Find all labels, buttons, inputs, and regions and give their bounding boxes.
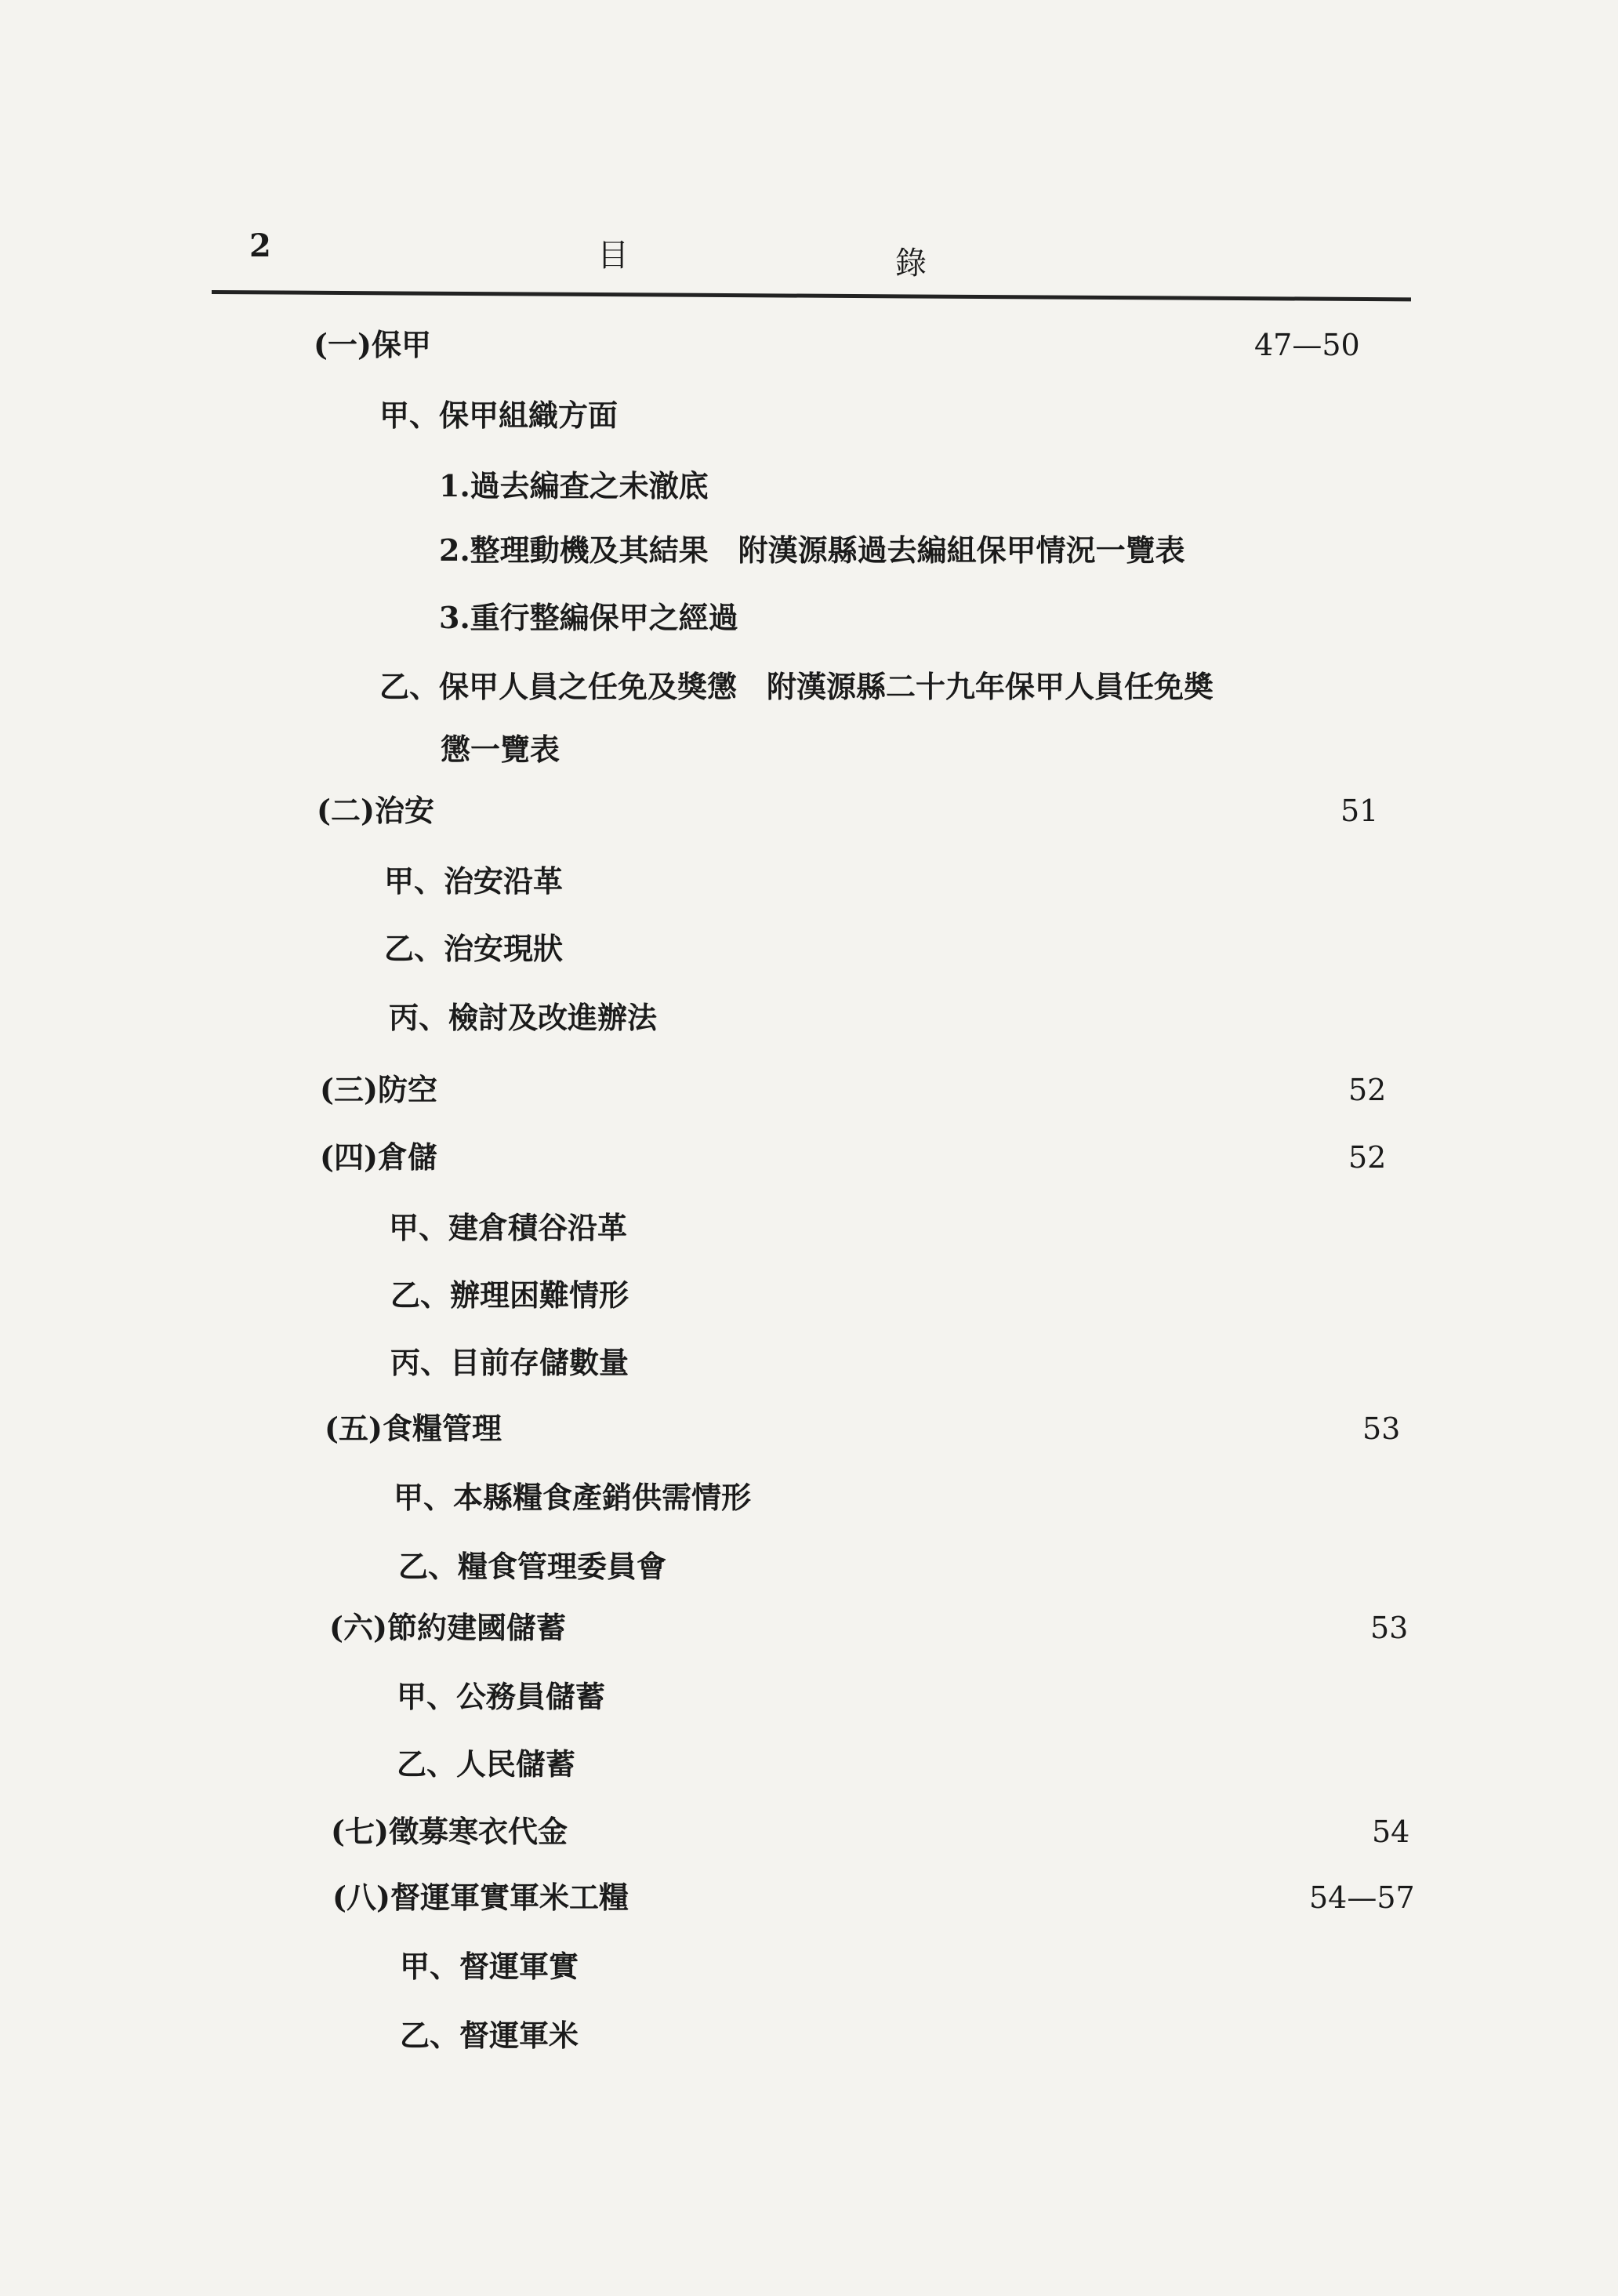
toc-subentry-label: 乙、督運軍米 [400,2018,579,2053]
header-rule [212,290,1411,301]
toc-entry-pages: 52 [1348,1140,1387,1175]
toc-entry-food-management [325,1405,1399,1452]
toc-subentry-label: 懲一覽表 [441,732,560,767]
toc-subentry-label: 乙、糧食管理委員會 [398,1549,667,1584]
toc-entry-baojia [314,322,1360,369]
header-title-first-char: 目 [597,238,629,274]
toc-entry-military-transport [332,1874,1430,1921]
toc-subentry-label: 丙、檢討及改進辦法 [389,1000,658,1035]
toc-entry-label: (一)保甲 [314,327,431,362]
toc-entry-pages: 54 [1372,1815,1410,1849]
toc-entry-air-defense [320,1066,1386,1113]
toc-item-label: 2.整理動機及其結果 附漢源縣過去編組保甲情況一覽表 [439,532,1185,568]
toc-entry-pages: 51 [1340,794,1379,828]
toc-entry-pages: 47—50 [1254,328,1360,362]
toc-subentry-label: 甲、建倉積谷沿革 [389,1210,628,1245]
toc-subentry-label: 乙、保甲人員之任免及獎懲 附漢源縣二十九年保甲人員任免奬 [379,669,1214,704]
toc-subentry-label: 乙、治安現狀 [384,931,564,966]
toc-entry-label: (二)治安 [317,793,434,828]
toc-entry-pages: 54—57 [1309,1880,1415,1915]
toc-entry-label: (七)徵募寒衣代金 [331,1814,568,1849]
toc-entry-granary [320,1134,1386,1181]
toc-subentry-label: 甲、督運軍實 [400,1949,579,1984]
toc-subentry-label: 乙、人民儲蓄 [397,1746,576,1782]
toc-item-label: 1.過去編查之未澈底 [439,468,709,503]
page-header [212,227,1411,282]
toc-entry-pages: 53 [1362,1411,1401,1446]
toc-entry-label: (三)防空 [320,1072,437,1107]
toc-entry-public-order [317,787,1379,834]
header-title-second-char: 錄 [895,245,927,282]
toc-subentry-label: 甲、保甲組織方面 [379,398,619,433]
toc-item-label: 3.重行整編保甲之經過 [439,600,738,635]
toc-entry-label: (八)督運軍實軍米工糧 [332,1880,629,1915]
toc-entry-label: (五)食糧管理 [325,1411,502,1446]
page-number: 2 [249,227,271,264]
toc-subentry-label: 甲、公務員儲蓄 [397,1679,606,1714]
toc-entry-pages: 52 [1348,1073,1387,1107]
toc-subentry-label: 乙、辦理困難情形 [390,1277,629,1313]
toc-subentry-label: 甲、本縣糧食產銷供需情形 [394,1480,752,1515]
toc-entry-label: (六)節約建國儲蓄 [329,1610,566,1645]
toc-subentry-label: 丙、目前存儲數量 [390,1345,629,1380]
toc-subentry-label: 甲、治安沿革 [384,863,564,899]
toc-entry-savings [329,1604,1416,1651]
toc-entry-winter-clothing [331,1808,1428,1855]
toc-entry-pages: 53 [1370,1611,1409,1645]
toc-entry-label: (四)倉儲 [320,1139,437,1175]
